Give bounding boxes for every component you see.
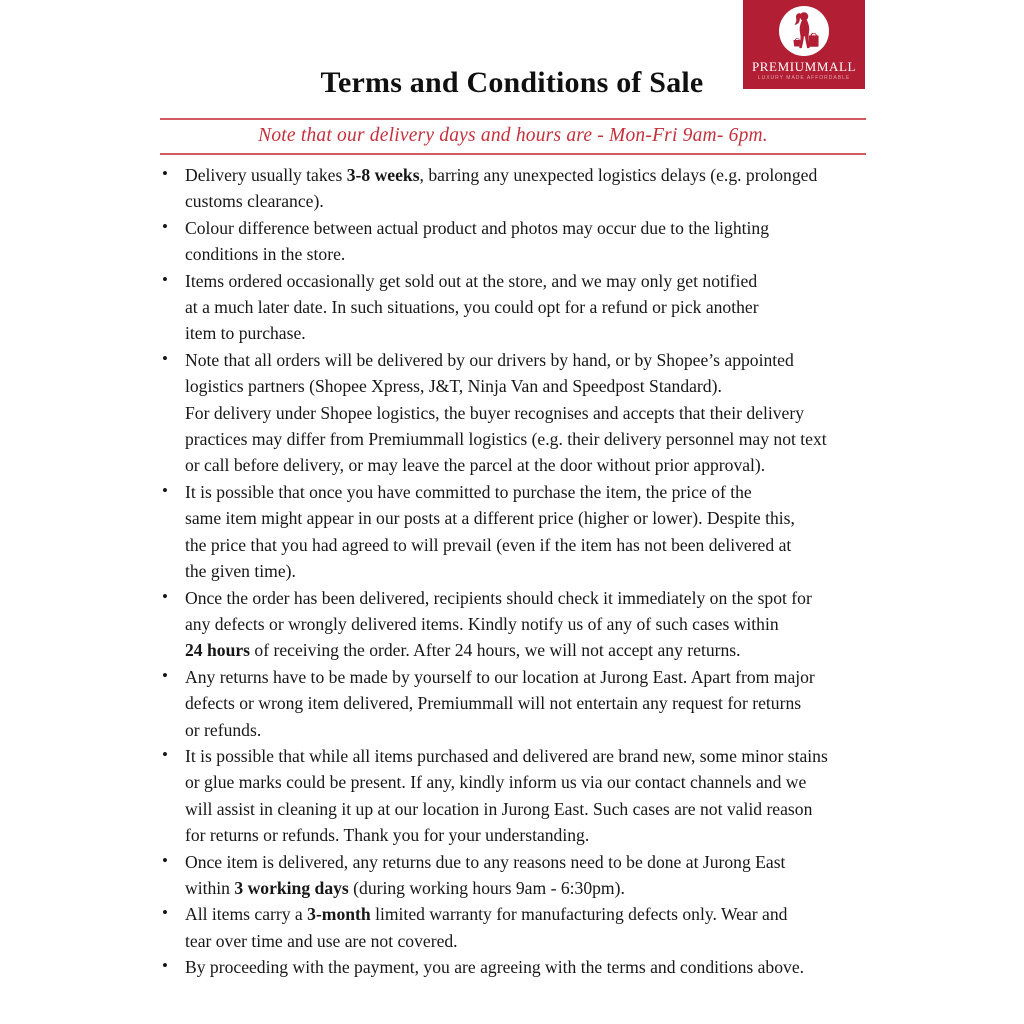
delivery-notice-text: Note that our delivery days and hours are - Mon-Fri 9am- 6pm. — [258, 125, 768, 146]
term-item: • It is possible that once you have committed to purchase the item, the price of the same item might appear in our posts at a different price (higher or lower). Despite this, the price that you had agreed to will prevail (even if the item has not been delivered at the given time). — [160, 479, 872, 585]
term-item: • Colour difference between actual product and photos may occur due to the lighting conditions in the store. — [160, 215, 872, 268]
term-item: • By proceeding with the payment, you are agreeing with the terms and conditions above. — [160, 954, 872, 980]
term-item: • All items carry a 3-month limited warranty for manufacturing defects only. Wear and tear over time and use are not covered. — [160, 901, 872, 954]
terms-list — [160, 162, 872, 981]
term-item: • Once item is delivered, any returns due to any reasons need to be done at Jurong East within 3 working days (during working hours 9am - 6:30pm). — [160, 849, 872, 902]
page-title: Terms and Conditions of Sale — [320, 66, 704, 99]
terms-section — [160, 162, 872, 981]
term-item: • Note that all orders will be delivered by our drivers by hand, or by Shopee’s appointed logistics partners (Shopee Xpress, J&T, Ninja Van and Speedpost Standard). For delivery under Shopee logistics, the buyer recognises and accepts that their delivery practices may differ from Premiummall logistics (e.g. their delivery personnel may not text or call before delivery, or may leave the parcel at the door without prior approval). — [160, 347, 872, 479]
brand-tagline: LUXURY MADE AFFORDABLE — [757, 75, 851, 81]
term-item: • Any returns have to be made by yourself to our location at Jurong East. Apart from major defects or wrong item delivered, Premiummall will not entertain any request for returns or refunds. — [160, 664, 872, 743]
brand-name: PREMIUMMALL — [751, 59, 857, 74]
term-item: • Once the order has been delivered, recipients should check it immediately on the spot for any defects or wrongly delivered items. Kindly notify us of any of such cases within 24 hours of receiving the order. After 24 hours, we will not accept any returns. — [160, 585, 872, 664]
term-item: • Delivery usually takes 3-8 weeks, barring any unexpected logistics delays (e.g. prolonged customs clearance). — [160, 162, 872, 215]
woman-with-bags-icon — [779, 6, 829, 56]
term-item: • Items ordered occasionally get sold out at the store, and we may only get notified at a much later date. In such situations, you could opt for a refund or pick another item to purchase. — [160, 268, 872, 347]
delivery-notice-bar — [160, 118, 866, 155]
term-item: • It is possible that while all items purchased and delivered are brand new, some minor stains or glue marks could be present. If any, kindly inform us via our contact channels and we will assist in cleaning it up at our location in Jurong East. Such cases are not valid reason for returns or refunds. Thank you for your understanding. — [160, 743, 872, 849]
